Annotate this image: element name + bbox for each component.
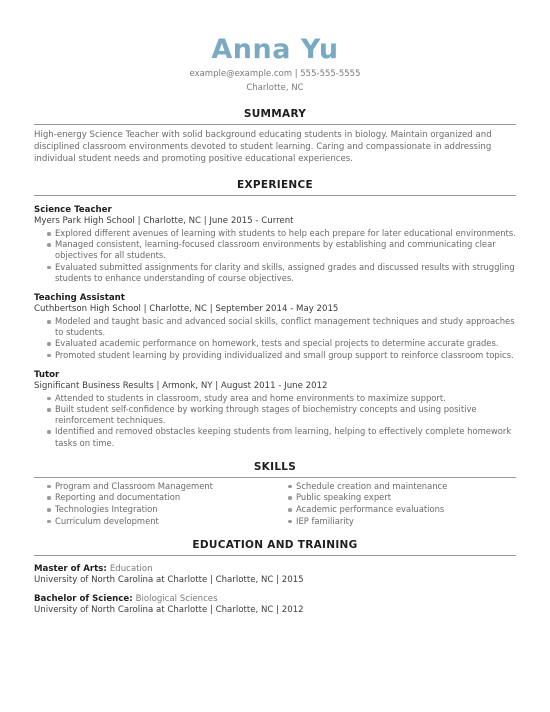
list-item: Explored different avenues of learning with students to help each prepare for later educational environments. [47,228,516,239]
job-title: Science Teacher [34,205,112,215]
list-item: IEP familiarity [288,516,516,528]
summary-section [34,108,516,165]
job-meta: Significant Business Results | Armonk, NY | August 2011 - June 2012 [34,380,328,391]
job-entry [34,293,516,361]
job-entry [34,205,516,284]
education-entry [34,564,516,586]
degree-line [34,564,516,575]
list-item: Evaluated academic performance on homework, tests and special projects to determine accurate grades. [47,338,516,349]
list-item: Academic performance evaluations [288,504,516,516]
list-item: Built student self-confidence by working through stages of biochemistry concepts and using positive reinforcement techniques. [47,404,516,426]
education-entry [34,594,516,616]
list-item: Public speaking expert [288,492,516,504]
degree-field: Biological Sciences [135,594,218,605]
job-entry [34,370,516,449]
degree-name: Master of Arts [34,564,104,575]
experience-section [34,179,516,449]
job-meta: Cuthbertson High School | Charlotte, NC | September 2014 - May 2015 [34,304,339,315]
degree-separator: : [129,594,136,605]
section-divider [34,555,516,556]
list-item: Managed consistent, learning-focused classroom environments by establishing and communicating clear objectives for all students. [47,239,516,261]
list-item: Evaluated submitted assignments for clarity and skills, assigned grades and discussed results with struggling students to enhance understanding of course objectives. [47,262,516,284]
job-title: Tutor [34,369,60,380]
school-line: University of North Carolina at Charlotte | Charlotte, NC | 2012 [34,605,304,616]
job-bullets [47,393,516,449]
list-item: Promoted student learning by providing individualized and small group support to reinforce classroom topics. [47,350,516,361]
education-heading: EDUCATION AND TRAINING [192,539,358,552]
degree-name: Bachelor of Science [34,594,130,605]
list-item: Reporting and documentation [47,492,275,504]
section-divider [34,477,516,478]
job-bullets [47,228,516,284]
list-item: Program and Classroom Management [47,481,275,493]
resume-header [34,0,516,94]
job-title: Teaching Assistant [34,293,125,304]
job-meta: Myers Park High School | Charlotte, NC | June 2015 - Current [34,216,294,226]
list-item: Attended to students in classroom, study area and home environments to maximize support. [47,393,516,404]
section-divider [34,124,516,125]
skills-column-left [34,481,275,527]
degree-field: Education [109,564,153,575]
skills-section [34,461,516,527]
degree-line [34,594,516,605]
location: Charlotte, NC [246,83,304,93]
summary-heading: SUMMARY [243,108,307,120]
list-item: Technologies Integration [47,504,275,516]
list-item: Modeled and taught basic and advanced social skills, conflict management techniques and study approaches to students. [47,316,516,338]
skills-grid [34,481,516,527]
section-divider [34,195,516,196]
list-item: Identified and removed obstacles keeping students from learning, helping to effectively complete homework tasks on time. [47,426,516,448]
school-line: University of North Carolina at Charlotte | Charlotte, NC | 2015 [34,575,304,586]
skills-list [47,481,275,527]
experience-heading: EXPERIENCE [237,179,313,191]
candidate-name: Anna Yu [211,34,339,65]
skills-heading: SKILLS [253,460,297,473]
summary-text: High-energy Science Teacher with solid background educating students in biology. Maintain organized and disciplined classroom environments devoted to student learning. Caring and compassionate in addressing individual student needs and promoting positive educational experiences. [34,130,492,164]
job-bullets [47,316,516,361]
list-item: Curriculum development [47,516,275,528]
degree-separator: : [103,564,110,575]
list-item: Schedule creation and maintenance [288,481,516,493]
contact-line: example@example.com | 555-555-5555 [189,69,361,79]
education-section [34,539,516,616]
skills-list [288,481,516,527]
skills-column-right [275,481,516,527]
